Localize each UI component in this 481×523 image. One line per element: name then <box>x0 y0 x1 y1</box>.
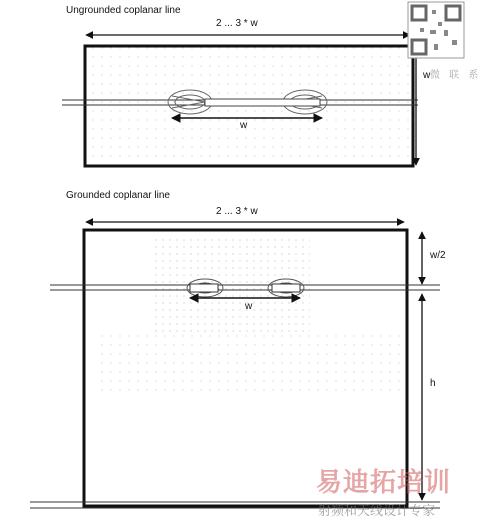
ungrounded-diagram <box>62 35 418 166</box>
left-ground-strip <box>190 284 218 292</box>
bottom-diagram-title: Grounded coplanar line <box>66 190 170 201</box>
top-diagram-title: Ungrounded coplanar line <box>66 5 181 16</box>
watermark-corner: 微 联 系 <box>430 70 481 81</box>
qr-code-image <box>408 2 464 58</box>
top-side-label: w <box>423 70 431 81</box>
bottom-height-label: h <box>430 378 436 389</box>
bottom-gap-label: w <box>245 301 253 312</box>
right-ground-strip <box>272 284 300 292</box>
top-gap-label: w <box>240 120 248 131</box>
watermark-main: 易迪拓培训 <box>316 468 452 498</box>
bottom-width-label: 2 ... 3 * w <box>216 206 258 217</box>
top-width-label: 2 ... 3 * w <box>216 18 258 29</box>
field-pattern-lower <box>95 335 405 395</box>
center-strip <box>205 99 320 106</box>
bottom-upper-label: w/2 <box>430 250 446 261</box>
watermark-sub: 射频和天线设计专家 <box>318 504 436 519</box>
